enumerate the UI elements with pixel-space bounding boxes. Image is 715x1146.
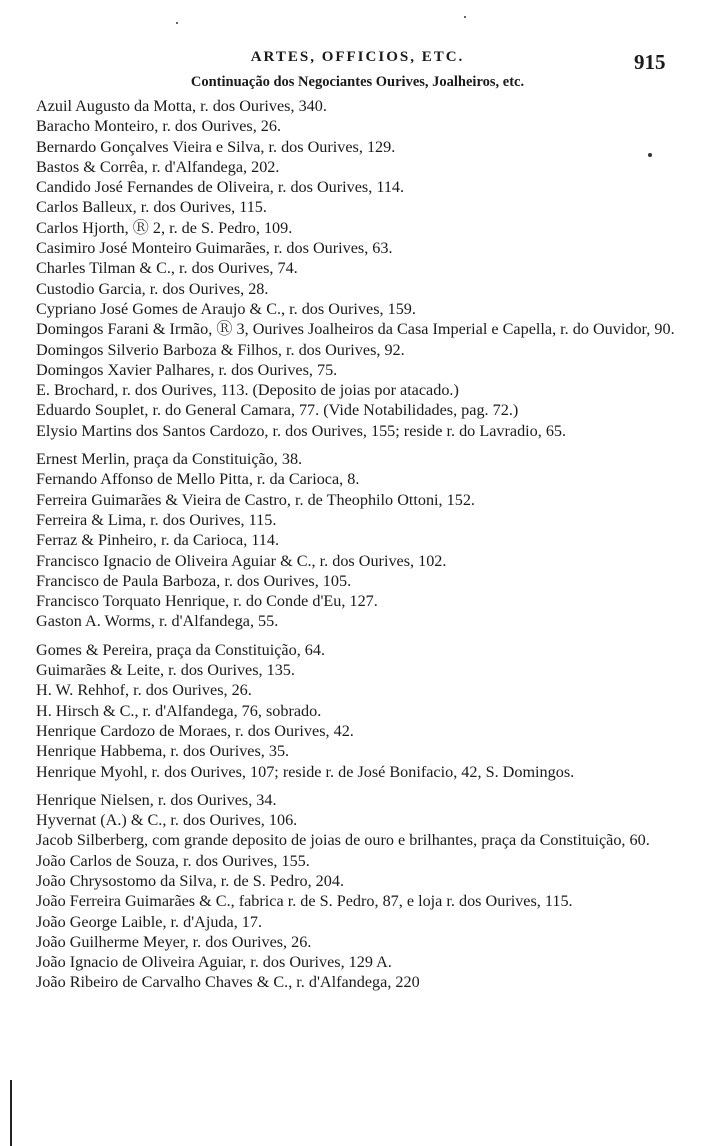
ink-speck	[464, 16, 466, 18]
list-entry: Domingos Silverio Barboza & Filhos, r. dos Ourives, 92.	[36, 340, 405, 359]
list-entry: Gomes & Pereira, praça da Constituição, 64.	[36, 640, 326, 659]
list-entry: João Carlos de Souza, r. dos Ourives, 155.	[36, 851, 310, 870]
list-entry: João Guilherme Meyer, r. dos Ourives, 26.	[36, 932, 312, 951]
list-entry: Gaston A. Worms, r. d'Alfandega, 55.	[36, 612, 279, 631]
list-entry: Charles Tilman & C., r. dos Ourives, 74.	[36, 259, 298, 278]
list-entry: Henrique Habbema, r. dos Ourives, 35.	[36, 742, 290, 761]
ink-speck	[176, 22, 178, 24]
ink-speck	[648, 153, 652, 157]
list-entry: João Chrysostomo da Silva, r. de S. Pedro, 204.	[36, 871, 345, 890]
list-entry: Elysio Martins dos Santos Cardozo, r. dos Ourives, 155; reside r. do Lavradio, 65.	[36, 421, 567, 440]
list-entry: João George Laible, r. d'Ajuda, 17.	[36, 912, 263, 931]
list-entry: H. W. Rehhof, r. dos Ourives, 26.	[36, 681, 252, 700]
list-entry: Cypriano José Gomes de Araujo & C., r. dos Ourives, 159.	[36, 299, 416, 318]
list-entry: Ferraz & Pinheiro, r. da Carioca, 114.	[36, 531, 280, 550]
list-entry: Carlos Balleux, r. dos Ourives, 115.	[36, 198, 267, 217]
running-title: ARTES, OFFICIOS, ETC.	[250, 49, 465, 65]
list-entry: Hyvernat (A.) & C., r. dos Ourives, 106.	[36, 811, 298, 830]
list-entry: Bastos & Corrêa, r. d'Alfandega, 202.	[36, 157, 280, 176]
list-entry: E. Brochard, r. dos Ourives, 113. (Deposito de joias por atacado.)	[36, 381, 459, 400]
list-entry: Francisco Torquato Henrique, r. do Conde d'Eu, 127.	[36, 592, 378, 611]
list-entry: Azuil Augusto da Motta, r. dos Ourives, 340.	[36, 97, 327, 115]
list-entry: Ferreira & Lima, r. dos Ourives, 115.	[36, 510, 277, 529]
entry-list	[36, 96, 684, 993]
list-entry: Bernardo Gonçalves Vieira e Silva, r. dos Ourives, 129.	[36, 137, 396, 156]
list-entry: H. Hirsch & C., r. d'Alfandega, 76, sobrado.	[36, 701, 322, 720]
list-entry: Jacob Silberberg, com grande deposito de joias de ouro e brilhantes, praça da Constituição, 60.	[36, 831, 650, 850]
list-entry: João Ignacio de Oliveira Aguiar, r. dos Ourives, 129 A.	[36, 953, 392, 972]
margin-binding-mark	[10, 1080, 12, 1146]
spacer	[36, 632, 684, 640]
list-entry: Carlos Hjorth, Ⓡ 2, r. de S. Pedro, 109.	[36, 218, 293, 237]
section-subtitle: Continuação dos Negociantes Ourives, Joalheiros, etc.	[190, 74, 525, 90]
page-number: 915	[634, 50, 666, 74]
list-entry: Henrique Cardozo de Moraes, r. dos Ourives, 42.	[36, 721, 354, 740]
list-entry: Ernest Merlin, praça da Constituição, 38.	[36, 450, 303, 469]
spacer	[36, 782, 684, 790]
list-entry: Baracho Monteiro, r. dos Ourives, 26.	[36, 117, 282, 136]
list-entry: Francisco de Paula Barboza, r. dos Ourives, 105.	[36, 571, 352, 590]
list-entry: Henrique Myohl, r. dos Ourives, 107; reside r. de José Bonifacio, 42, S. Domingos.	[36, 762, 575, 781]
list-entry: Guimarães & Leite, r. dos Ourives, 135.	[36, 661, 295, 680]
spacer	[36, 441, 684, 449]
list-entry: João Ribeiro de Carvalho Chaves & C., r. d'Alfandega, 220	[36, 973, 420, 992]
list-entry: Ferreira Guimarães & Vieira de Castro, r. de Theophilo Ottoni, 152.	[36, 490, 475, 509]
list-entry: Domingos Farani & Irmão, Ⓡ 3, Ourives Joalheiros da Casa Imperial e Capella, r. do Ouvidor, 90.	[36, 320, 675, 339]
list-entry: Casimiro José Monteiro Guimarães, r. dos Ourives, 63.	[36, 239, 393, 258]
list-entry: Eduardo Souplet, r. do General Camara, 77. (Vide Notabilidades, pag. 72.)	[36, 401, 519, 420]
list-entry: Candido José Fernandes de Oliveira, r. dos Ourives, 114.	[36, 178, 405, 197]
list-entry: Custodio Garcia, r. dos Ourives, 28.	[36, 279, 269, 298]
list-entry: Domingos Xavier Palhares, r. dos Ourives, 75.	[36, 360, 338, 379]
list-entry: Francisco Ignacio de Oliveira Aguiar & C., r. dos Ourives, 102.	[36, 551, 447, 570]
list-entry: João Ferreira Guimarães & C., fabrica r. de S. Pedro, 87, e loja r. dos Ourives, 115.	[36, 892, 573, 911]
list-entry: Henrique Nielsen, r. dos Ourives, 34.	[36, 790, 277, 809]
list-entry: Fernando Affonso de Mello Pitta, r. da Carioca, 8.	[36, 470, 360, 489]
